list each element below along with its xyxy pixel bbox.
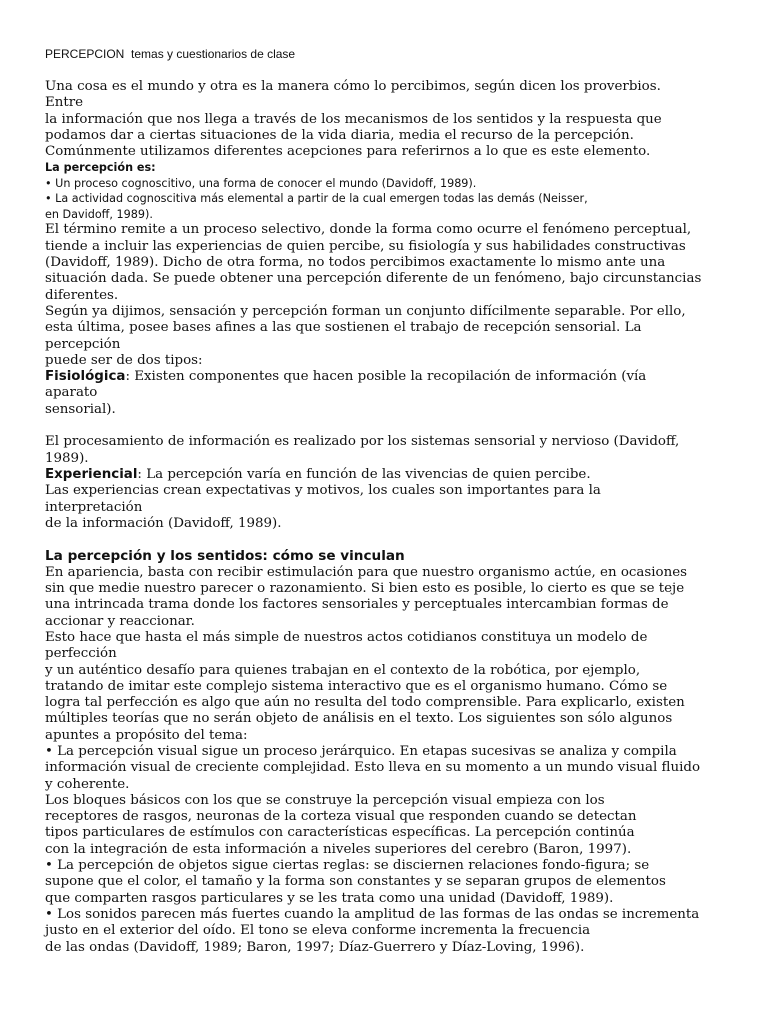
text-line: de la información (Davidoff, 1989). [45, 515, 282, 531]
text-line: aparato [45, 385, 98, 401]
text-line [45, 467, 735, 483]
text-line: diferentes. [45, 287, 119, 303]
term-label: Experiencial [45, 466, 138, 482]
text-line: supone que el color, el tamaño y la forma son constantes y se separan grupos de elementos [45, 874, 666, 890]
section-heading: La percepción y los sentidos: cómo se vinculan [45, 548, 405, 565]
subheading: La percepción es: [45, 161, 156, 175]
text-line: sin que medie nuestro parecer o razonamiento. Si bien esto es posible, lo cierto es que se teje [45, 581, 685, 597]
text-line: podamos dar a ciertas situaciones de la vida diaria, media el recurso de la percepción. [45, 127, 634, 143]
text-line: que comparten rasgos particulares y se les trata como una unidad (Davidoff, 1989). [45, 890, 614, 906]
text-line: Una cosa es el mundo y otra es la manera cómo lo percibimos, según dicen los proverbios. [45, 79, 661, 94]
text-line: una intrincada trama donde los factores sensoriales y perceptuales intercambian formas de [45, 597, 669, 613]
text-line: El término remite a un proceso selectivo, donde la forma como ocurre el fenómeno perceptual, [45, 222, 692, 238]
text-line: puede ser de dos tipos: [45, 352, 203, 368]
text-line: 1989). [45, 450, 89, 466]
text-line: y un auténtico desafío para quienes trabajan en el contexto de la robótica, por ejemplo, [45, 662, 641, 678]
text-line: apuntes a propósito del tema: [45, 727, 248, 743]
text-line: la información que nos llega a través de los mecanismos de los sentidos y la respuesta que [45, 111, 662, 127]
text-line: perfección [45, 646, 117, 662]
term-definition: : La percepción varía en función de las vivencias de quien percibe. [137, 466, 591, 482]
text-line: Según ya dijimos, sensación y percepción forman un conjunto difícilmente separable. Por ello, [45, 303, 686, 319]
text-line: • La percepción de objetos sigue ciertas reglas: se disciernen relaciones fondo-figura; se [45, 858, 650, 874]
text-line: de las ondas (Davidoff, 1989; Baron, 1997; Díaz-Guerrero y Díaz-Loving, 1996). [45, 939, 585, 955]
term-definition: : Existen componentes que hacen posible la recopilación de información (vía [125, 369, 647, 385]
text-line: tipos particulares de estímulos con características específicas. La percepción continúa [45, 825, 635, 841]
text-line: tiende a incluir las experiencias de quien percibe, su fisiología y sus habilidades constructivas [45, 238, 686, 254]
text-line: • Los sonidos parecen más fuertes cuando la amplitud de las formas de las ondas se incrementa [45, 906, 700, 922]
text-line: logra tal perfección es algo que aún no resulta del todo comprensible. Para explicarlo, existen [45, 695, 685, 711]
text-line: Los bloques básicos con los que se construye la percepción visual empieza con los [45, 792, 605, 808]
text-line: sensorial). [45, 401, 116, 417]
term-label: Fisiológica [45, 369, 126, 385]
text-line: justo en el exterior del oído. El tono se eleva conforme incrementa la frecuencia [45, 923, 591, 939]
text-line: accionar y reaccionar. [45, 613, 195, 629]
text-line: • La actividad cognoscitiva más elemental a partir de la cual emergen todas las demás (Neisser, [45, 192, 588, 206]
blank-line [45, 418, 735, 434]
text-line: Esto hace que hasta el más simple de nuestros actos cotidianos constituya un modelo de [45, 629, 648, 645]
text-line: múltiples teorías que no serán objeto de análisis en el texto. Los siguientes son sólo algunos [45, 711, 673, 727]
text-line: Las experiencias crean expectativas y motivos, los cuales son importantes para la [45, 483, 601, 499]
text-line: Comúnmente utilizamos diferentes acepciones para referirnos a lo que es este elemento. [45, 144, 651, 160]
text-line: situación dada. Se puede obtener una percepción diferente de un fenómeno, bajo circunstancias [45, 271, 702, 287]
text-line: El procesamiento de información es realizado por los sistemas sensorial y nervioso (Davidoff, [45, 434, 680, 450]
text-line: • La percepción visual sigue un proceso jerárquico. En etapas sucesivas se analiza y compila [45, 743, 677, 759]
text-line: Entre [45, 95, 84, 111]
text-line: percepción [45, 336, 121, 352]
text-line: con la integración de esta información a niveles superiores del cerebro (Baron, 1997). [45, 841, 632, 857]
document-body [45, 79, 735, 956]
document-header: PERCEPCION temas y cuestionarios de clase [45, 47, 296, 61]
text-line: receptores de rasgos, neuronas de la corteza visual que responden cuando se detectan [45, 809, 637, 825]
text-line [45, 369, 735, 385]
text-line: interpretación [45, 499, 143, 515]
text-line: información visual de creciente complejidad. Esto lleva en su momento a un mundo visual fluido [45, 760, 701, 776]
text-line: • Un proceso cognoscitivo, una forma de conocer el mundo (Davidoff, 1989). [45, 176, 477, 190]
text-line: en Davidoff, 1989). [45, 207, 153, 221]
text-line: En apariencia, basta con recibir estimulación para que nuestro organismo actúe, en ocasiones [45, 564, 688, 580]
blank-line [45, 532, 735, 548]
text-line: y coherente. [45, 776, 130, 792]
text-line: tratando de imitar este complejo sistema interactivo que es el organismo humano. Cómo se [45, 678, 668, 694]
text-line: (Davidoff, 1989). Dicho de otra forma, no todos percibimos exactamente lo mismo ante una [45, 255, 666, 271]
text-line: esta última, posee bases afines a las que sostienen el trabajo de recepción sensorial. La [45, 320, 642, 336]
